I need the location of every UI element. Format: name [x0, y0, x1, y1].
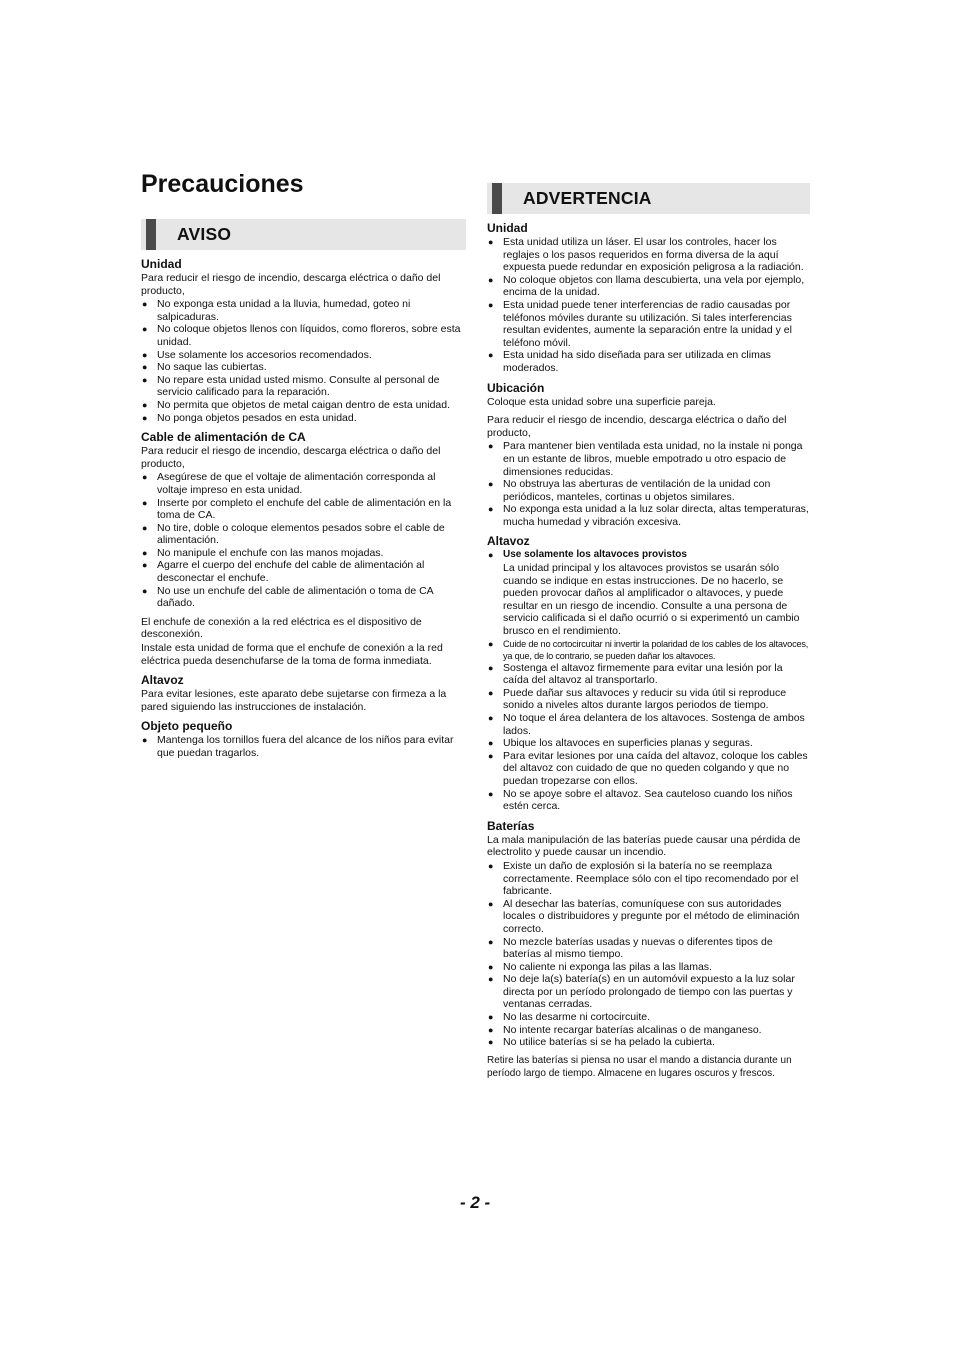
altavoz-first-text: La unidad principal y los altavoces provistos se usarán sólo cuando se indique en estas instrucciones. De no hacerlo, se pueden provocar daños al amplificador o altavoces, y puede resultar en un riesgo de incendio. Consulte a una persona de servicio calificada si el daño ocurrió o si experimentó un cambio brusco en el rendimiento. [503, 562, 800, 638]
altavoz-text: Para evitar lesiones, este aparato debe sujetarse con firmeza a la pared siguiendo las instrucciones de instalación. [141, 688, 447, 713]
bullet-icon: ● [488, 788, 494, 799]
bullet-icon: ● [142, 412, 148, 423]
section-heading-unidad: Unidad [487, 221, 528, 235]
section-heading-ubicacion: Ubicación [487, 380, 545, 395]
section-heading-baterias: Baterías [487, 818, 535, 833]
bullet-icon: ● [488, 299, 494, 310]
bullet-icon: ● [142, 497, 148, 508]
bullet-icon: ● [142, 374, 148, 385]
list-item: ● Use solamente los accesorios recomendados. [142, 348, 372, 361]
bullet-icon: ● [488, 687, 494, 698]
list-item: ● Mantenga los tornillos fuera del alcance de los niños para evitar que puedan tragarlos. [142, 734, 454, 759]
cable-note-1: El enchufe de conexión a la red eléctrica es el dispositivo de desconexión. [141, 615, 422, 641]
list-item: ● Al desechar las baterías, comuníquese con sus autoridades locales o distribuidores y pregunte por el método de eliminación correcto. [488, 897, 800, 935]
page-title: Precauciones [141, 170, 304, 198]
list-item: ● No tire, doble o coloque elementos pesados sobre el cable de alimentación. [142, 521, 445, 547]
ubicacion-text-1: Coloque esta unidad sobre una superficie pareja. [487, 395, 716, 408]
bullet-icon: ● [488, 1012, 494, 1023]
list-item: ● Inserte por completo el enchufe del cable de alimentación en la toma de CA. [142, 496, 452, 522]
bullet-icon: ● [142, 560, 148, 571]
bullet-icon: ● [488, 237, 494, 247]
banner-bar [146, 219, 156, 250]
list-item: ● No use un enchufe del cable de alimentación o toma de CA dañado. [142, 584, 434, 610]
cable-note-2: Instale esta unidad de forma que el enchufe de conexión a la red eléctrica pueda desenchufarse de la toma de forma inmediata. [141, 642, 443, 667]
advertencia-title: ADVERTENCIA [523, 188, 652, 208]
list-item: ● No permita que objetos de metal caigan dentro de esta unidad. [142, 398, 451, 411]
baterias-intro: La mala manipulación de las baterías puede causar una pérdida de electrolito y puede causar un incendio. [487, 833, 801, 859]
bullet-icon: ● [488, 974, 494, 985]
bullet-icon: ● [488, 1024, 494, 1035]
bullet-icon: ● [488, 860, 494, 871]
bullet-icon: ● [488, 504, 494, 515]
list-item: ● Sostenga el altavoz firmemente para evitar una lesión por la caída del altavoz al transportarlo. [488, 661, 783, 687]
cable-intro: Para reducir el riesgo de incendio, descarga eléctrica o daño del producto, [141, 445, 441, 470]
bullet-icon: ● [488, 638, 494, 649]
list-item: ● Asegúrese de que el voltaje de alimentación corresponda al voltaje impreso en esta unidad. [142, 471, 436, 496]
list-item [487, 549, 810, 637]
list-item: ● No ponga objetos pesados en esta unidad. [142, 411, 357, 424]
list-item: ● No repare esta unidad usted mismo. Consulte al personal de servicio calificado para la reparación. [142, 373, 440, 399]
list-item: ● No caliente ni exponga las pilas a las llamas. [488, 960, 712, 973]
list-item: ● No mezcle baterías usadas y nuevas o diferentes tipos de baterías al mismo tiempo. [488, 935, 773, 961]
section-heading-cable: Cable de alimentación de CA [141, 430, 306, 445]
bullet-icon: ● [142, 522, 148, 533]
right-column [487, 183, 810, 1081]
list-item: ● No deje la(s) batería(s) en un automóvil expuesto a la luz solar directa por un período prolongado de tiempo con las puertas y ventanas cerradas. [488, 973, 795, 1011]
list-item: ● No exponga esta unidad a la luz solar directa, altas temperaturas, mucha humedad y vibración excesiva. [488, 503, 809, 528]
list-item: ● No manipule el enchufe con las manos mojadas. [142, 546, 384, 559]
bullet-icon: ● [142, 735, 148, 746]
list-item: ● Esta unidad utiliza un láser. El usar los controles, hacer los reglajes o los pasos requeridos en forma diversa de la aquí expuesta puede redundar en exposición peligrosa a la radiación. [488, 236, 804, 274]
bullet-icon: ● [488, 898, 494, 909]
list-item: ● Esta unidad ha sido diseñada para ser utilizada en climas moderados. [488, 349, 771, 374]
list-item: ● Agarre el cuerpo del enchufe del cable de alimentación al desconectar el enchufe. [142, 559, 425, 585]
bullet-icon: ● [488, 750, 494, 761]
bullet-icon: ● [142, 324, 148, 335]
bullet-icon: ● [142, 472, 148, 483]
advertencia-banner [487, 183, 810, 214]
bullet-icon: ● [488, 479, 494, 490]
ubicacion-text-2: Para reducir el riesgo de incendio, descarga eléctrica o daño del producto, [487, 414, 787, 439]
bullet-icon: ● [488, 662, 494, 673]
bullet-icon: ● [488, 738, 494, 749]
banner-bar [492, 183, 502, 214]
section-heading-unidad: Unidad [141, 257, 182, 271]
left-column [141, 219, 466, 760]
bullet-icon: ● [488, 1037, 494, 1048]
page-number: - 2 - [460, 1193, 491, 1212]
list-item: ● No utilice baterías si se ha pelado la cubierta. [488, 1036, 715, 1049]
bullet-icon: ● [142, 362, 148, 373]
bullet-icon: ● [142, 547, 148, 558]
baterias-tail: Retire las baterías si piensa no usar el mando a distancia durante un período largo de tiempo. Almacene en lugares oscuros y frescos. [487, 1054, 792, 1079]
list-item: ● No se apoye sobre el altavoz. Sea cauteloso cuando los niños estén cerca. [488, 787, 793, 813]
list-item: ● Existe un daño de explosión si la batería no se reemplaza correctamente. Reemplace sólo con el tipo recomendado por el fabricante. [488, 859, 799, 898]
altavoz-first-bold: Use solamente los altavoces provistos [503, 549, 687, 561]
aviso-banner [141, 219, 466, 250]
list-item: ● No las desarme ni cortocircuite. [488, 1011, 651, 1024]
list-item: ● Para evitar lesiones por una caída del altavoz, coloque los cables del altavoz con cuidado de que no queden colgando y que no puedan tropezarse con ellos. [488, 749, 808, 787]
altavoz-warning-list [487, 549, 810, 812]
bullet-icon: ● [488, 936, 494, 947]
bullet-icon: ● [488, 713, 494, 723]
ubicacion-list [487, 440, 810, 528]
cable-list [141, 471, 466, 610]
list-item: ● Cuide de no cortocircuitar ni invertir la polaridad de los cables de los altavoces, ya que, de lo contrario, se pueden dañar los altavoces. [488, 638, 809, 661]
list-item: ● No coloque objetos llenos con líquidos, como floreros, sobre esta unidad. [142, 323, 461, 348]
section-heading-objeto: Objeto pequeño [141, 719, 233, 734]
list-item: ● No intente recargar baterías alcalinas o de manganeso. [488, 1023, 762, 1036]
bullet-icon: ● [142, 585, 148, 596]
unidad-warning-list [487, 236, 810, 375]
bullet-icon: ● [488, 961, 494, 972]
list-item: ● Para mantener bien ventilada esta unidad, no la instale ni ponga en un estante de libros, mueble empotrado u otro espacio de dimensiones reducidas. [488, 440, 803, 478]
list-item: ● No coloque objetos con llama descubierta, una vela por ejemplo, encima de la unidad. [488, 273, 805, 299]
bullet-icon: ● [488, 441, 494, 452]
bullet-icon: ● [488, 350, 494, 361]
bullet-icon: ● [488, 550, 494, 561]
bullet-icon: ● [488, 274, 494, 285]
list-item: ● No exponga esta unidad a la lluvia, humedad, goteo ni salpicaduras. [142, 298, 411, 323]
section-heading-altavoz: Altavoz [487, 534, 530, 549]
aviso-title: AVISO [177, 224, 232, 244]
bullet-icon: ● [142, 399, 148, 410]
list-item: ● No saque las cubiertas. [142, 361, 267, 374]
objeto-list [141, 734, 466, 759]
list-item: ● No toque el área delantera de los altavoces. Sostenga de ambos lados. [488, 712, 805, 737]
section-heading-altavoz: Altavoz [141, 673, 184, 688]
bullet-icon: ● [142, 299, 148, 310]
bullet-icon: ● [142, 349, 148, 360]
list-item: ● Ubique los altavoces en superficies planas y seguras. [488, 737, 753, 750]
baterias-list [487, 860, 810, 1049]
unidad-intro: Para reducir el riesgo de incendio, descarga eléctrica o daño del producto, [141, 272, 441, 297]
list-item: ● No obstruya las aberturas de ventilación de la unidad con periódicos, manteles, cortinas u objetos similares. [488, 478, 771, 503]
unidad-list [141, 298, 466, 424]
list-item: ● Esta unidad puede tener interferencias de radio causadas por teléfonos móviles durante su utilización. Si tales interferencias resultan evidentes, aumente la separación entre la unidad y el teléfono móvil. [488, 298, 792, 349]
list-item: ● Puede dañar sus altavoces y reducir su vida útil si reproduce sonido a niveles altos durante largos periodos de tiempo. [488, 686, 787, 712]
